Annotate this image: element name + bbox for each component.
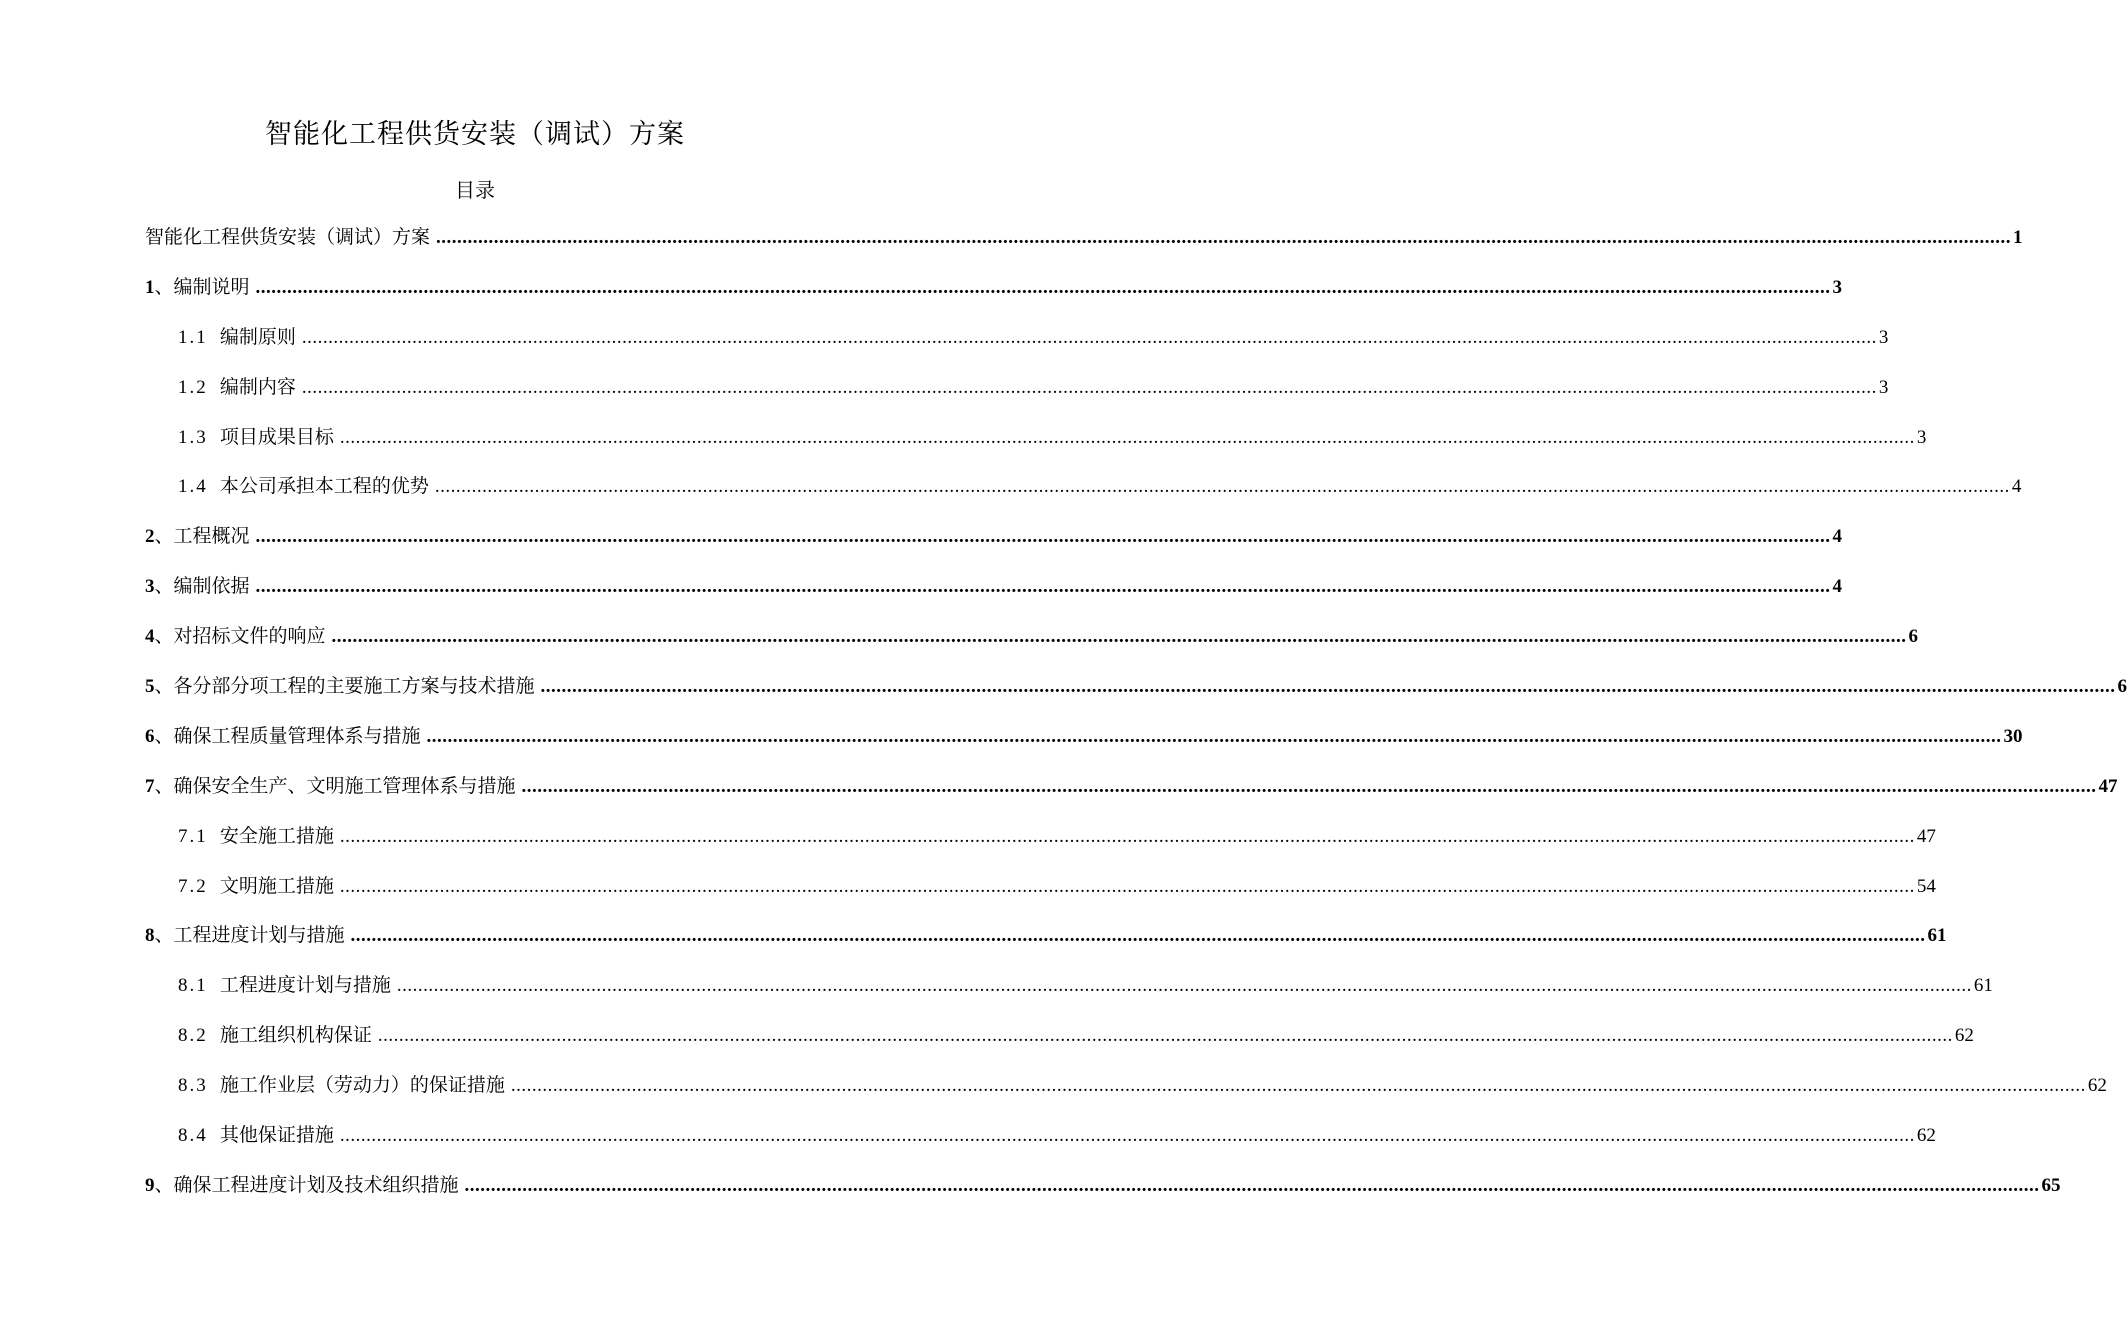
- toc-entry-number: 1.3: [178, 426, 208, 448]
- toc-entry-number: 7: [145, 775, 155, 797]
- toc-heading: 目录: [455, 178, 495, 202]
- table-of-contents: [145, 222, 2127, 1220]
- toc-entry[interactable]: [145, 621, 1919, 671]
- toc-entry-number: 8: [145, 925, 155, 947]
- toc-leader-dots: ............................................................................................................................................................................................................................................................................................................: [339, 426, 1915, 448]
- toc-entry-text: 、工程概况: [154, 525, 250, 548]
- toc-entry-label: [145, 222, 430, 249]
- toc-entry-page-number: 3: [1878, 376, 1889, 398]
- toc-leader-dots: ............................................................................................................................................................................................................................................................................................................: [331, 626, 1907, 648]
- toc-entry-text: 安全施工措施: [219, 824, 334, 847]
- toc-entry-label: [145, 621, 326, 648]
- toc-entry[interactable]: [145, 721, 2023, 771]
- toc-entry-page-number: 62: [1916, 1125, 1936, 1147]
- toc-entry[interactable]: [145, 1020, 1974, 1070]
- toc-entry-text: 项目成果目标: [219, 425, 334, 448]
- toc-leader-dots: ............................................................................................................................................................................................................................................................................................................: [255, 276, 1831, 298]
- toc-entry-page-number: 54: [1916, 875, 1936, 897]
- toc-entry-text: 、确保工程质量管理体系与措施: [154, 724, 421, 747]
- toc-entry-text: 、确保工程进度计划及技术组织措施: [154, 1173, 459, 1196]
- toc-entry-label: [145, 920, 345, 947]
- toc-entry-label: [178, 1120, 334, 1147]
- toc-entry-label: [145, 671, 535, 698]
- toc-entry[interactable]: [145, 1120, 1936, 1170]
- toc-entry[interactable]: [145, 471, 2022, 521]
- toc-entry-page-number: 61: [1973, 975, 1993, 997]
- toc-entry-text: 、确保安全生产、文明施工管理体系与措施: [154, 774, 516, 797]
- toc-entry-label: [145, 521, 250, 548]
- toc-entry-text: 编制内容: [219, 375, 296, 398]
- toc-entry-text: 工程进度计划与措施: [219, 974, 391, 997]
- toc-entry-page-number: 4: [2011, 476, 2022, 498]
- toc-entry-page-number: 4: [1832, 526, 1843, 548]
- toc-entry-number: 1.1: [178, 326, 208, 348]
- toc-entry-text: 智能化工程供货安装（调试）方案: [145, 226, 431, 248]
- toc-entry-number: 1: [145, 276, 155, 298]
- toc-entry[interactable]: [145, 372, 1889, 422]
- toc-entry-label: [178, 871, 334, 898]
- toc-entry-text: 文明施工措施: [219, 874, 334, 897]
- toc-entry-number: 8.3: [178, 1075, 208, 1097]
- toc-leader-dots: ............................................................................................................................................................................................................................................................................................................: [396, 975, 1972, 997]
- toc-entry[interactable]: [145, 322, 1889, 372]
- toc-entry[interactable]: [145, 671, 2127, 721]
- toc-entry-label: [178, 322, 296, 349]
- toc-entry-text: 施工组织机构保证: [219, 1024, 372, 1047]
- toc-entry-number: 5: [145, 676, 155, 698]
- toc-leader-dots: ............................................................................................................................................................................................................................................................................................................: [464, 1174, 2040, 1196]
- toc-entry-label: [145, 771, 516, 798]
- toc-entry-page-number: 1: [2013, 227, 2023, 248]
- toc-entry-number: 8.4: [178, 1125, 208, 1147]
- toc-entry-label: [178, 422, 334, 449]
- toc-entry-label: [145, 571, 250, 598]
- toc-entry-page-number: 6: [2117, 676, 2127, 698]
- toc-leader-dots: ............................................................................................................................................................................................................................................................................................................: [434, 476, 2010, 498]
- toc-leader-dots: ............................................................................................................................................................................................................................................................................................................: [426, 725, 2002, 747]
- toc-entry-page-number: 62: [1954, 1025, 1974, 1047]
- toc-entry-label: [178, 372, 296, 399]
- toc-entry-page-number: 30: [2003, 725, 2023, 747]
- toc-entry-page-number: 3: [1832, 276, 1843, 298]
- toc-entry-page-number: 62: [2087, 1075, 2107, 1097]
- toc-entry-number: 6: [145, 725, 155, 747]
- toc-leader-dots: ............................................................................................................................................................................................................................................................................................................: [350, 925, 1926, 947]
- toc-entry[interactable]: [145, 1170, 2061, 1220]
- toc-entry-text: 其他保证措施: [219, 1124, 334, 1147]
- toc-leader-dots: ............................................................................................................................................................................................................................................................................................................: [377, 1025, 1953, 1047]
- toc-leader-dots: ............................................................................................................................................................................................................................................................................................................: [521, 775, 2097, 797]
- toc-entry-text: 、工程进度计划与措施: [154, 924, 345, 947]
- toc-entry-text: 施工作业层（劳动力）的保证措施: [219, 1074, 505, 1097]
- toc-entry-page-number: 4: [1832, 576, 1843, 598]
- toc-entry-label: [178, 1070, 505, 1097]
- toc-entry-page-number: 65: [2041, 1174, 2061, 1196]
- toc-entry-label: [178, 1020, 372, 1047]
- toc-entry-page-number: 47: [2098, 775, 2118, 797]
- toc-entry-label: [145, 721, 421, 748]
- toc-entry-text: 编制原则: [219, 325, 296, 348]
- toc-entry-number: 7.1: [178, 825, 208, 847]
- toc-entry[interactable]: [145, 571, 1843, 621]
- toc-entry-label: [178, 821, 334, 848]
- toc-leader-dots: ............................................................................................................................................................................................................................................................................................................: [301, 376, 1877, 398]
- toc-entry-number: 2: [145, 526, 155, 548]
- toc-entry-text: 、各分部分项工程的主要施工方案与技术措施: [154, 675, 535, 698]
- toc-entry-number: 1.2: [178, 376, 208, 398]
- toc-entry[interactable]: [145, 422, 1927, 472]
- toc-entry[interactable]: [145, 821, 1936, 871]
- toc-entry-text: 、编制说明: [154, 275, 250, 298]
- toc-entry-number: 8.2: [178, 1025, 208, 1047]
- toc-entry-number: 4: [145, 626, 155, 648]
- toc-entry-page-number: 6: [1908, 626, 1919, 648]
- toc-leader-dots: ............................................................................................................................................................................................................................................................................................................: [339, 875, 1915, 897]
- toc-entry-text: 、编制依据: [154, 575, 250, 598]
- toc-entry[interactable]: [145, 920, 1947, 970]
- toc-leader-dots: ............................................................................................................................................................................................................................................................................................................: [436, 227, 2012, 248]
- toc-entry-number: 3: [145, 576, 155, 598]
- toc-leader-dots: ............................................................................................................................................................................................................................................................................................................: [339, 825, 1915, 847]
- toc-entry[interactable]: [145, 771, 2118, 821]
- toc-entry[interactable]: [145, 222, 2023, 272]
- toc-entry[interactable]: [145, 272, 1843, 322]
- toc-entry-number: 1.4: [178, 476, 208, 498]
- toc-entry-label: [178, 970, 391, 997]
- toc-leader-dots: ............................................................................................................................................................................................................................................................................................................: [339, 1125, 1915, 1147]
- toc-leader-dots: ............................................................................................................................................................................................................................................................................................................: [255, 526, 1831, 548]
- toc-entry-label: [145, 272, 250, 299]
- toc-entry[interactable]: [145, 521, 1843, 571]
- toc-leader-dots: ............................................................................................................................................................................................................................................................................................................: [301, 326, 1877, 348]
- toc-entry-page-number: 61: [1927, 925, 1947, 947]
- toc-entry[interactable]: [145, 1070, 2107, 1120]
- toc-entry-page-number: 3: [1878, 326, 1889, 348]
- toc-entry[interactable]: [145, 871, 1936, 921]
- toc-entry-page-number: 3: [1916, 426, 1927, 448]
- toc-entry-text: 、对招标文件的响应: [154, 625, 326, 648]
- toc-entry-page-number: 47: [1916, 825, 1936, 847]
- toc-leader-dots: ............................................................................................................................................................................................................................................................................................................: [510, 1075, 2086, 1097]
- toc-leader-dots: ............................................................................................................................................................................................................................................................................................................: [540, 676, 2116, 698]
- toc-entry-label: [145, 1170, 459, 1197]
- toc-entry-number: 7.2: [178, 875, 208, 897]
- toc-entry[interactable]: [145, 970, 1993, 1020]
- toc-entry-number: 8.1: [178, 975, 208, 997]
- document-title: 智能化工程供货安装（调试）方案: [265, 119, 685, 150]
- toc-entry-text: 本公司承担本工程的优势: [219, 475, 429, 498]
- toc-leader-dots: ............................................................................................................................................................................................................................................................................................................: [255, 576, 1831, 598]
- toc-entry-label: [178, 471, 429, 498]
- toc-entry-number: 9: [145, 1174, 155, 1196]
